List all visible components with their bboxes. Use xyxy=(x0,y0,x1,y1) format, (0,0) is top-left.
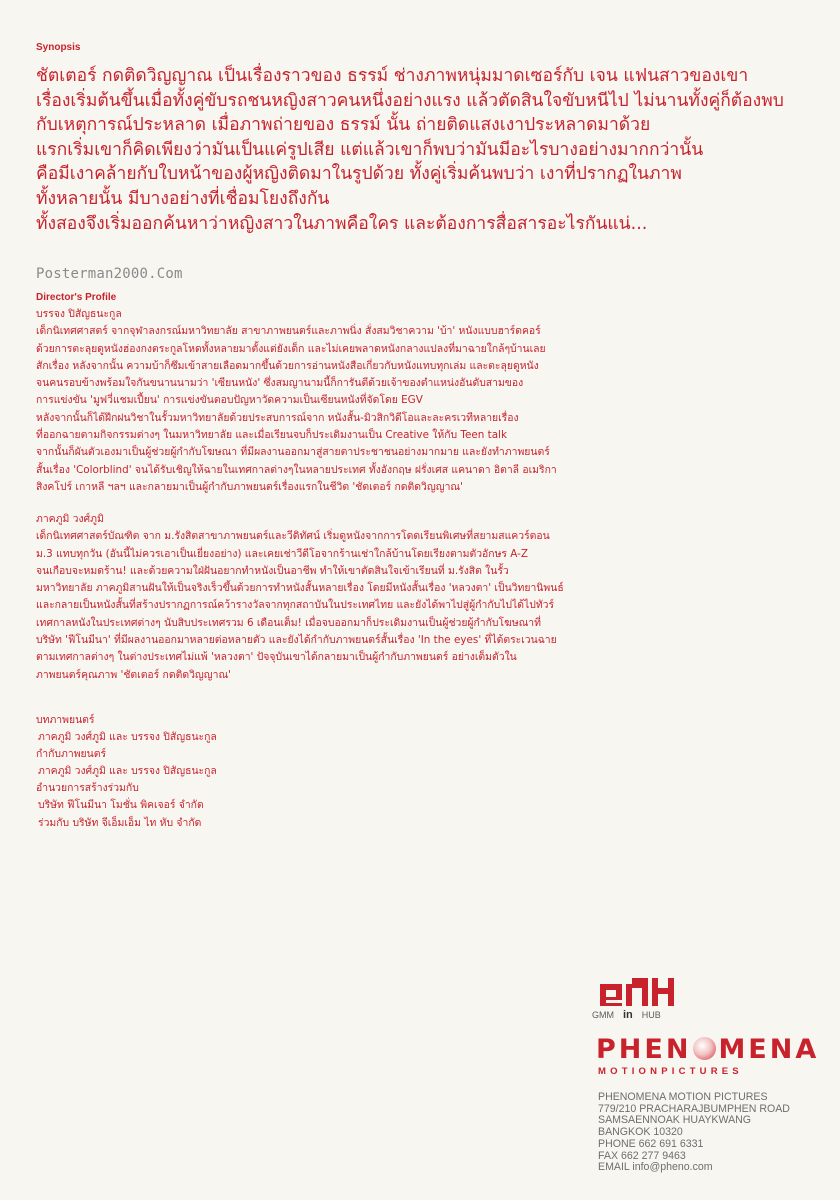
gth-caption-gmm: GMM xyxy=(592,1010,614,1020)
credit-value-screenplay: ภาคภูมิ วงศ์ภูมิ และ บรรจง ปิสัญธนะกูล xyxy=(38,731,217,744)
profile-line: บริษัท 'ฟีโนมีนา' ที่มีผลงานออกมาหลายต่อหลายตัว และยังได้กำกับภาพยนตร์สั้นเรื่อง 'In the eyes' ที่ได้ตระเวนฉาย xyxy=(36,634,557,647)
director-name: บรรจง ปิสัญธนะกูล xyxy=(36,308,122,320)
profile-line: เด็กนิเทศศาสตร์ จากจุฬาลงกรณ์มหาวิทยาลัย สาขาภาพยนตร์และภาพนิ่ง สั่งสมวิชาความ 'บ้า' หนังแบบฮาร์ดคอร์ xyxy=(36,325,541,338)
phenomena-word-left: PHEN xyxy=(596,1034,692,1065)
director-profile-heading: Director's Profile xyxy=(36,292,117,303)
profile-line: เทศกาลหนังในประเทศต่างๆ นับสิบประเทศรวม 6 เดือนเต็ม! เมื่อจบออกมาก็ประเดิมงานเป็นผู้ช่วยผู้กำกับโฆษณาที่ xyxy=(36,616,541,629)
profile-line: จากนั้นก็ผันตัวเองมาเป็นผู้ช่วยผู้กำกับโฆษณา ที่มีผลงานออกมาสู่สายตาประชาชนอย่างมากมาย และยังทำภาพยนตร์ xyxy=(36,446,550,459)
profile-line: ด้วยการตะลุยดูหนังฮ่องกงตระกูลโหดทั้งหลายมาตั้งแต่ยังเด็ก และไม่เคยพลาดหนังกลางแปลงที่มาฉายใกล้ๆบ้านเลย xyxy=(36,342,546,355)
profile-line: หลังจากนั้นก็ได้ฝึกฝนวิชาในรั้วมหาวิทยาลัยด้วยประสบการณ์จาก หนังสั้น-มิวสิกวิดีโอและละครเวทีหลายเรื่อง xyxy=(36,411,519,424)
synopsis-line: ชัตเตอร์ กดติดวิญญาณ เป็นเรื่องราวของ ธรรม์ ช่างภาพหนุ่มมาดเซอร์กับ เจน แฟนสาวของเขา xyxy=(36,66,749,86)
synopsis-line: กับเหตุการณ์ประหลาด เมื่อภาพถ่ายของ ธรรม์ นั้น ถ่ายติดแสงเงาประหลาดมาด้วย xyxy=(36,115,651,136)
credit-value-director: ภาคภูมิ วงศ์ภูมิ และ บรรจง ปิสัญธนะกูล xyxy=(38,765,217,778)
profile-line: มหาวิทยาลัย ภาคภูมิสานฝันให้เป็นจริงเร็วขึ้นด้วยการทำหนังสั้นหลายเรื่อง โดยมีหนังสั้นเรื่อง 'หลวงตา' เป็นวิทยานิพนธ์ xyxy=(36,582,564,595)
profile-line: ภาพยนตร์คุณภาพ 'ชัตเตอร์ กดติดวิญญาณ' xyxy=(36,668,231,681)
synopsis-line: เรื่องเริ่มต้นขึ้นเมื่อทั้งคู่ขับรถชนหญิงสาวคนหนึ่งอย่างแรง แล้วตัดสินใจขับหนีไป ไม่นานทั้งคู่ก็ต้องพบ xyxy=(36,90,784,111)
profile-line: ตามเทศกาลต่างๆ ในต่างประเทศไม่แพ้ 'หลวงตา' ปัจจุบันเขาได้กลายมาเป็นผู้กำกับภาพยนตร์ อย่างเต็มตัวใน xyxy=(36,651,517,664)
credit-label-director: กำกับภาพยนตร์ xyxy=(36,748,107,761)
gth-caption-hub: HUB xyxy=(641,1010,661,1020)
credit-value-producer: บริษัท ฟีโนมีนา โมชั่น พิคเจอร์ จำกัด xyxy=(38,799,204,812)
director-profile-2 xyxy=(36,511,676,684)
synopsis-body xyxy=(36,64,816,236)
profile-line: การแข่งขัน 'มูฟวี่แชมเปี้ยน' การแข่งขันตอบปัญหาวัดความเป็นเซียนหนังที่จัดโดย EGV xyxy=(36,394,423,407)
gth-logo xyxy=(592,976,682,1026)
credits-block xyxy=(36,712,217,832)
profile-line: จนคนรอบข้างพร้อมใจกันขนานนามว่า 'เซียนหนัง' ซึ่งสมญานามนี้ก็การันตีด้วยเจ้าของตำแหน่งอันดับสามของ xyxy=(36,377,524,390)
profile-line: จนเกือบจะหมดร้าน! และด้วยความใฝ่ฝันอยากทำหนังเป็นอาชีพ ทำให้เขาตัดสินใจเข้าเรียนที่ ม.รังสิต ในรั้ว xyxy=(36,564,509,577)
credit-label-producer: อำนวยการสร้างร่วมกับ xyxy=(36,782,139,795)
gth-logo-mark-icon xyxy=(600,976,678,1008)
phenomena-subtitle: MOTIONPICTURES xyxy=(598,1066,743,1077)
synopsis-line: คือมีเงาคล้ายกับใบหน้าของผู้หญิงติดมาในรูปด้วย ทั้งคู่เริ่มค้นพบว่า เงาที่ปรากฏในภาพ xyxy=(36,164,682,185)
address-city: BANGKOK 10320 xyxy=(598,1126,683,1139)
address-email-row xyxy=(598,1162,790,1174)
watermark-text: Posterman2000.Com xyxy=(36,266,183,282)
synopsis-line: ทั้งสองจึงเริ่มออกค้นหาว่าหญิงสาวในภาพคือใคร และต้องการสื่อสารอะไรกันแน่... xyxy=(36,213,648,234)
synopsis-line: แรกเริ่มเขาก็คิดเพียงว่ามันเป็นแค่รูปเสีย แต่แล้วเขาก็พบว่ามันมีอะไรบางอย่างมากกว่านั้น xyxy=(36,139,704,160)
profile-line: ม.3 แทบทุกวัน (อันนี้ไม่ควรเอาเป็นเยี่ยงอย่าง) และเคยเช่าวีดีโอจากร้านเช่าใกล้บ้านโดยเรียงตามตัวอักษร A-Z xyxy=(36,547,529,560)
profile-line: และกลายเป็นหนังสั้นที่สร้างปรากฏการณ์คว้ารางวัลจากทุกสถาบันในประเทศไทย และยังได้พาไปสู่ผู้กำกับไปได้ไปทัวร์ xyxy=(36,599,555,612)
director-name: ภาคภูมิ วงศ์ภูมิ xyxy=(36,513,104,525)
address-fax: FAX 662 277 9463 xyxy=(598,1149,686,1162)
profile-line: สักเรื่อง หลังจากนั้น ความบ้าก็ซึมเข้าสายเลือดมากขึ้นด้วยการอ่านหนังสือเกี่ยวกับหนังแทบทุกเล่ม และตะลุยดูหนัง xyxy=(36,359,539,372)
phenomena-word-right: MENA xyxy=(718,1034,820,1065)
address-company: PHENOMENA MOTION PICTURES xyxy=(598,1091,768,1103)
company-address xyxy=(598,1092,790,1174)
gth-logo-caption xyxy=(592,1009,682,1021)
director-profile-1 xyxy=(36,306,676,496)
address-email-link[interactable]: info@pheno.com xyxy=(632,1161,713,1174)
address-district: SAMSAENNOAK HUAYKWANG xyxy=(598,1114,752,1127)
profile-line: ที่ออกฉายตามกิจกรรมต่างๆ ในมหาวิทยาลัย และเมื่อเรียนจบก็ประเดิมงานเป็น Creative ให้กับ Teen talk xyxy=(36,429,507,442)
profile-line: สิงคโปร์ เกาหลี ฯลฯ และกลายมาเป็นผู้กำกับภาพยนตร์เรื่องแรกในชีวิต 'ชัตเตอร์ กดติดวิญญาณ' xyxy=(36,480,463,493)
address-phone: PHONE 662 691 6331 xyxy=(598,1137,704,1150)
synopsis-line: ทั้งหลายนั้น มีบางอย่างที่เชื่อมโยงถึงกัน xyxy=(36,188,330,209)
profile-line: เด็กนิเทศศาสตร์บัณฑิต จาก ม.รังสิตสาขาภาพยนตร์และวีดิทัศน์ เริ่มดูหนังจากการโดดเรียนพิเศษที่สยามสแควร์ตอน xyxy=(36,530,550,543)
gth-caption-in: in xyxy=(623,1009,633,1021)
credit-label-screenplay: บทภาพยนตร์ xyxy=(36,714,95,726)
phenomena-logo xyxy=(596,1034,819,1065)
synopsis-heading: Synopsis xyxy=(36,42,81,53)
address-email-label: EMAIL xyxy=(598,1161,630,1174)
address-street: 779/210 PRACHARAJBUMPHEN ROAD xyxy=(598,1102,790,1115)
credit-value-coproducer: ร่วมกับ บริษัท จีเอ็มเอ็ม ไท หับ จำกัด xyxy=(38,816,202,829)
phenomena-o-sphere-icon xyxy=(693,1037,716,1060)
profile-line: สั้นเรื่อง 'Colorblind' จนได้รับเชิญให้ฉายในเทศกาลต่างๆในหลายประเทศ ทั้งอังกฤษ ฝรั่งเศส แคนาดา อิตาลี อเมริกา xyxy=(36,463,557,476)
